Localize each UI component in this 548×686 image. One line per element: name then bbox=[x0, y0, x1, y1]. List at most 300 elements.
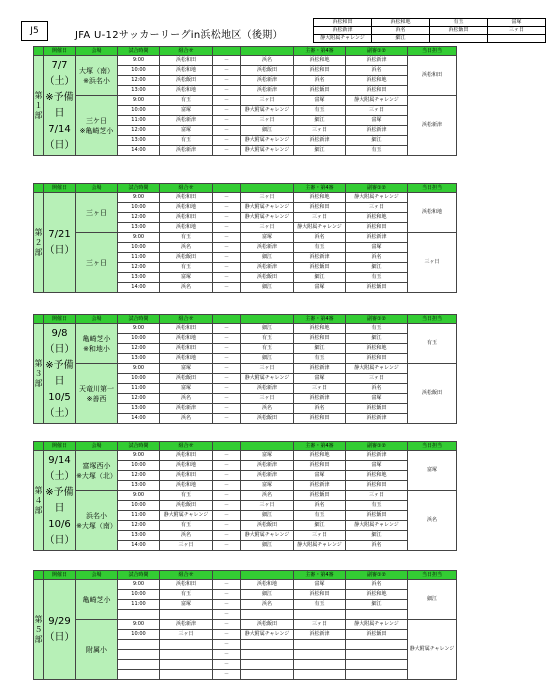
versus-mark: － bbox=[213, 263, 241, 273]
versus-mark: － bbox=[213, 620, 241, 630]
away-team: 静大附属チャレンジ bbox=[241, 136, 294, 146]
team-name-cell bbox=[488, 35, 546, 43]
away-team bbox=[241, 640, 294, 650]
versus-mark: － bbox=[213, 253, 241, 263]
match-time: 10:00 bbox=[118, 590, 160, 600]
match-time: 9:00 bbox=[118, 451, 160, 461]
header-row bbox=[34, 47, 457, 56]
match-time: 12:00 bbox=[118, 394, 160, 404]
home-team: 浜名 bbox=[160, 283, 213, 293]
versus-mark: － bbox=[213, 660, 241, 670]
match-time: 13:00 bbox=[118, 223, 160, 233]
assistant-referee-team: 浜名 bbox=[346, 384, 408, 394]
referee-team: 細江 bbox=[294, 273, 346, 283]
referee-team: 有玉 bbox=[294, 106, 346, 116]
away-team: 浜松新津 bbox=[241, 243, 294, 253]
match-time: 9:00 bbox=[118, 193, 160, 203]
match-time: 13:00 bbox=[118, 531, 160, 541]
assistant-referee-team: 浜名 bbox=[346, 580, 408, 590]
column-header: 主審・第4審 bbox=[294, 442, 346, 451]
referee-team: 浜名 bbox=[294, 233, 346, 243]
versus-mark: － bbox=[213, 481, 241, 491]
match-time: 9:00 bbox=[118, 620, 160, 630]
match-time: 14:00 bbox=[118, 283, 160, 293]
match-time: 10:00 bbox=[118, 374, 160, 384]
schedule-table bbox=[33, 46, 457, 156]
home-team: 浜名 bbox=[160, 243, 213, 253]
referee-team: 浜名 bbox=[294, 404, 346, 414]
assistant-referee-team: 浜松和田 bbox=[346, 354, 408, 364]
referee-team: 浜松和田 bbox=[294, 203, 346, 213]
home-team: 富塚 bbox=[160, 126, 213, 136]
event-date: 9/8 （日） ※予備日 10/5 （土） bbox=[44, 324, 76, 424]
column-header: 試合時間 bbox=[118, 315, 160, 324]
home-team: 浜松飯田 bbox=[160, 76, 213, 86]
venue-name: 亀崎芝小 bbox=[76, 580, 118, 620]
day-responsible-team: 浜名 bbox=[408, 491, 457, 551]
match-time: 12:00 bbox=[118, 471, 160, 481]
versus-mark: － bbox=[213, 461, 241, 471]
column-header bbox=[213, 184, 241, 193]
away-team: 三ヶ日 bbox=[241, 394, 294, 404]
column-header: 当日担当 bbox=[408, 47, 457, 56]
column-header: 開催日 bbox=[44, 184, 76, 193]
event-date: 7/7 （土） ※予備日 7/14 （日） bbox=[44, 56, 76, 156]
column-header: 会場 bbox=[76, 571, 118, 580]
assistant-referee-team: 浜名 bbox=[346, 253, 408, 263]
column-header: 会場 bbox=[76, 47, 118, 56]
team-name-cell bbox=[430, 35, 488, 43]
assistant-referee-team: 富塚 bbox=[346, 461, 408, 471]
column-header: 主審・第4審 bbox=[294, 184, 346, 193]
column-header bbox=[241, 184, 294, 193]
versus-mark: － bbox=[213, 590, 241, 600]
away-team: 浜松新津 bbox=[241, 263, 294, 273]
assistant-referee-team: 浜松新津 bbox=[346, 451, 408, 461]
venue-name: 浜名小 ※大塚（南） bbox=[76, 491, 118, 551]
home-team: 富塚 bbox=[160, 600, 213, 610]
match-row bbox=[34, 233, 457, 243]
column-header: 副審①② bbox=[346, 571, 408, 580]
match-time: 13:00 bbox=[118, 136, 160, 146]
assistant-referee-team: 三ヶ日 bbox=[346, 374, 408, 384]
assistant-referee-team: 三ヶ日 bbox=[346, 491, 408, 501]
section-label: 第 ４ 部 bbox=[34, 451, 44, 551]
referee-team: 細江 bbox=[294, 116, 346, 126]
away-team: 細江 bbox=[241, 541, 294, 551]
versus-mark: － bbox=[213, 394, 241, 404]
home-team bbox=[160, 640, 213, 650]
column-header: 当日担当 bbox=[408, 442, 457, 451]
referee-team: 三ヶ日 bbox=[294, 620, 346, 630]
away-team: 三ヶ日 bbox=[241, 364, 294, 374]
match-time: 13:00 bbox=[118, 354, 160, 364]
match-row bbox=[34, 491, 457, 501]
versus-mark: － bbox=[213, 223, 241, 233]
assistant-referee-team: 有玉 bbox=[346, 324, 408, 334]
referee-team: 浜名 bbox=[294, 501, 346, 511]
versus-mark: － bbox=[213, 501, 241, 511]
header-row bbox=[34, 184, 457, 193]
day-responsible-team: 細江 bbox=[408, 580, 457, 620]
day-responsible-team: 三ヶ日 bbox=[408, 233, 457, 293]
referee-team: 浜松和地 bbox=[294, 324, 346, 334]
venue-name: 三ケ日 ※亀崎芝小 bbox=[76, 96, 118, 156]
away-team bbox=[241, 660, 294, 670]
column-header: 試合時間 bbox=[118, 184, 160, 193]
versus-mark: － bbox=[213, 193, 241, 203]
page-title: JFA U-12サッカーリーグin浜松地区（後期） bbox=[75, 30, 283, 41]
away-team: 静大附属チャレンジ bbox=[241, 203, 294, 213]
column-header: 当日担当 bbox=[408, 184, 457, 193]
section-label-header bbox=[34, 184, 44, 193]
section-label-header bbox=[34, 442, 44, 451]
away-team: 浜名 bbox=[241, 404, 294, 414]
home-team bbox=[160, 670, 213, 680]
referee-team: 浜松新津 bbox=[294, 394, 346, 404]
section-label: 第 ３ 部 bbox=[34, 324, 44, 424]
away-team: 浜松飯田 bbox=[241, 521, 294, 531]
versus-mark: － bbox=[213, 404, 241, 414]
match-time: 13:00 bbox=[118, 481, 160, 491]
home-team: 浜名 bbox=[160, 531, 213, 541]
home-team: 三ヶ日 bbox=[160, 541, 213, 551]
column-header bbox=[213, 47, 241, 56]
referee-team: 浜松新津 bbox=[294, 364, 346, 374]
schedule-table bbox=[33, 570, 457, 680]
referee-team: 富塚 bbox=[294, 580, 346, 590]
column-header: 組合せ bbox=[160, 571, 213, 580]
assistant-referee-team: 細江 bbox=[346, 136, 408, 146]
referee-team: 浜松飯田 bbox=[294, 86, 346, 96]
versus-mark: － bbox=[213, 650, 241, 660]
match-row bbox=[34, 56, 457, 66]
section-label-header bbox=[34, 315, 44, 324]
away-team: 浜名 bbox=[241, 491, 294, 501]
assistant-referee-team: 浜松和地 bbox=[346, 213, 408, 223]
home-team: 浜名 bbox=[160, 414, 213, 424]
away-team: 浜松新津 bbox=[241, 86, 294, 96]
assistant-referee-team: 浜松和地 bbox=[346, 471, 408, 481]
assistant-referee-team bbox=[346, 660, 408, 670]
referee-team bbox=[294, 660, 346, 670]
day-responsible-team: 浜松新津 bbox=[408, 96, 457, 156]
match-time bbox=[118, 610, 160, 620]
team-name-cell: 静大附属チャレンジ bbox=[314, 35, 372, 43]
match-time: 9:00 bbox=[118, 56, 160, 66]
match-time: 10:00 bbox=[118, 334, 160, 344]
referee-team: 三ヶ日 bbox=[294, 531, 346, 541]
match-time bbox=[118, 670, 160, 680]
team-name-cell: 浜名 bbox=[372, 27, 430, 35]
match-time: 9:00 bbox=[118, 580, 160, 590]
match-time: 12:00 bbox=[118, 263, 160, 273]
home-team: 浜松和地 bbox=[160, 481, 213, 491]
assistant-referee-team: 浜松新津 bbox=[346, 233, 408, 243]
column-header: 会場 bbox=[76, 315, 118, 324]
referee-team: 富塚 bbox=[294, 283, 346, 293]
assistant-referee-team: 浜松飯田 bbox=[346, 511, 408, 521]
home-team: 浜松飯田 bbox=[160, 374, 213, 384]
match-time: 11:00 bbox=[118, 116, 160, 126]
assistant-referee-team: 有玉 bbox=[346, 146, 408, 156]
referee-team: 有玉 bbox=[294, 511, 346, 521]
home-team: 浜松和田 bbox=[160, 56, 213, 66]
event-date: 9/29 （日） bbox=[44, 580, 76, 680]
referee-team: 浜松新津 bbox=[294, 481, 346, 491]
match-time: 11:00 bbox=[118, 253, 160, 263]
document-id-box bbox=[21, 21, 48, 41]
away-team: 静大附属チャレンジ bbox=[241, 531, 294, 541]
home-team: 浜松和田 bbox=[160, 213, 213, 223]
versus-mark: － bbox=[213, 273, 241, 283]
column-header: 主審・第4審 bbox=[294, 47, 346, 56]
away-team: 静大附属チャレンジ bbox=[241, 630, 294, 640]
assistant-referee-team bbox=[346, 610, 408, 620]
away-team: 富塚 bbox=[241, 481, 294, 491]
home-team: 浜松和地 bbox=[160, 86, 213, 96]
home-team: 浜松和地 bbox=[160, 354, 213, 364]
versus-mark: － bbox=[213, 116, 241, 126]
referee-team: 浜松和田 bbox=[294, 590, 346, 600]
venue-name: 亀崎芝小 ※和地小 bbox=[76, 324, 118, 364]
referee-team: 浜松飯田 bbox=[294, 491, 346, 501]
away-team: 三ヶ日 bbox=[241, 193, 294, 203]
column-header: 会場 bbox=[76, 442, 118, 451]
away-team: 浜松新津 bbox=[241, 384, 294, 394]
away-team: 細江 bbox=[241, 354, 294, 364]
away-team: 細江 bbox=[241, 324, 294, 334]
referee-team: 静大附属チャレンジ bbox=[294, 223, 346, 233]
match-time bbox=[118, 640, 160, 650]
away-team: 細江 bbox=[241, 511, 294, 521]
match-time: 9:00 bbox=[118, 233, 160, 243]
event-date: 7/21 （日） bbox=[44, 193, 76, 293]
column-header: 開催日 bbox=[44, 315, 76, 324]
away-team: 有玉 bbox=[241, 334, 294, 344]
assistant-referee-team: 富塚 bbox=[346, 116, 408, 126]
away-team: 細江 bbox=[241, 590, 294, 600]
venue-name: 三ヶ日 bbox=[76, 233, 118, 293]
match-time: 10:00 bbox=[118, 66, 160, 76]
team-list-grid bbox=[313, 18, 546, 43]
assistant-referee-team: 静大附属チャレンジ bbox=[346, 96, 408, 106]
home-team: 有玉 bbox=[160, 263, 213, 273]
column-header bbox=[241, 571, 294, 580]
team-grid-row bbox=[314, 27, 546, 35]
match-time: 14:00 bbox=[118, 146, 160, 156]
referee-team: 浜松和田 bbox=[294, 414, 346, 424]
venue-name: 大塚（南） ※浜名小 bbox=[76, 56, 118, 96]
home-team: 有玉 bbox=[160, 136, 213, 146]
column-header: 会場 bbox=[76, 184, 118, 193]
venue-name: 三ヶ日 bbox=[76, 193, 118, 233]
away-team: 細江 bbox=[241, 253, 294, 263]
referee-team: 浜名 bbox=[294, 76, 346, 86]
section-label: 第 １ 部 bbox=[34, 56, 44, 156]
referee-team: 三ヶ日 bbox=[294, 384, 346, 394]
home-team: 浜松和田 bbox=[160, 324, 213, 334]
assistant-referee-team: 細江 bbox=[346, 531, 408, 541]
home-team: 浜松和地 bbox=[160, 66, 213, 76]
home-team: 富塚 bbox=[160, 106, 213, 116]
match-row bbox=[34, 620, 457, 630]
home-team: 有玉 bbox=[160, 233, 213, 243]
away-team bbox=[241, 610, 294, 620]
team-name-cell: 三ヶ日 bbox=[488, 27, 546, 35]
assistant-referee-team: 浜松和田 bbox=[346, 86, 408, 96]
venue-name: 附属小 bbox=[76, 620, 118, 680]
referee-team bbox=[294, 610, 346, 620]
versus-mark: － bbox=[213, 414, 241, 424]
day-responsible-team: 有玉 bbox=[408, 324, 457, 364]
section-label-header bbox=[34, 47, 44, 56]
versus-mark: － bbox=[213, 541, 241, 551]
assistant-referee-team: 浜名 bbox=[346, 541, 408, 551]
versus-mark: － bbox=[213, 354, 241, 364]
versus-mark: － bbox=[213, 600, 241, 610]
column-header: 開催日 bbox=[44, 47, 76, 56]
schedule-table bbox=[33, 441, 457, 551]
away-team: 浜松飯田 bbox=[241, 620, 294, 630]
assistant-referee-team bbox=[346, 670, 408, 680]
versus-mark: － bbox=[213, 203, 241, 213]
column-header: 当日担当 bbox=[408, 571, 457, 580]
versus-mark: － bbox=[213, 630, 241, 640]
section-label: 第 ２ 部 bbox=[34, 193, 44, 293]
column-header bbox=[241, 315, 294, 324]
team-name-cell: 細江 bbox=[372, 35, 430, 43]
referee-team: 浜松新津 bbox=[294, 136, 346, 146]
match-time: 9:00 bbox=[118, 96, 160, 106]
match-time: 9:00 bbox=[118, 324, 160, 334]
assistant-referee-team: 静大附属チャレンジ bbox=[346, 364, 408, 374]
versus-mark: － bbox=[213, 283, 241, 293]
team-name-cell: 浜松飯田 bbox=[430, 27, 488, 35]
match-time: 11:00 bbox=[118, 384, 160, 394]
day-responsible-team: 静大附属チャレンジ bbox=[408, 620, 457, 680]
home-team: 富塚 bbox=[160, 364, 213, 374]
match-time: 12:00 bbox=[118, 76, 160, 86]
versus-mark: － bbox=[213, 146, 241, 156]
assistant-referee-team: 浜松和地 bbox=[346, 590, 408, 600]
away-team: 浜松飯田 bbox=[241, 66, 294, 76]
referee-team: 細江 bbox=[294, 521, 346, 531]
assistant-referee-team: 浜名 bbox=[346, 66, 408, 76]
column-header: 組合せ bbox=[160, 315, 213, 324]
home-team: 三ヶ日 bbox=[160, 630, 213, 640]
versus-mark: － bbox=[213, 66, 241, 76]
referee-team: 有玉 bbox=[294, 600, 346, 610]
home-team: 有玉 bbox=[160, 491, 213, 501]
referee-team: 三ヶ日 bbox=[294, 213, 346, 223]
assistant-referee-team: 有玉 bbox=[346, 501, 408, 511]
home-team: 浜松新津 bbox=[160, 404, 213, 414]
match-row bbox=[34, 364, 457, 374]
referee-team: 浜松和地 bbox=[294, 451, 346, 461]
away-team: 静大附属チャレンジ bbox=[241, 106, 294, 116]
assistant-referee-team: 細江 bbox=[346, 600, 408, 610]
column-header: 当日担当 bbox=[408, 315, 457, 324]
column-header: 組合せ bbox=[160, 184, 213, 193]
header-row bbox=[34, 442, 457, 451]
home-team bbox=[160, 660, 213, 670]
assistant-referee-team: 浜松和地 bbox=[346, 344, 408, 354]
schedule-table bbox=[33, 314, 457, 424]
day-responsible-team: 浜松和地 bbox=[408, 193, 457, 233]
home-team: 富塚 bbox=[160, 273, 213, 283]
match-row bbox=[34, 580, 457, 590]
versus-mark: － bbox=[213, 56, 241, 66]
assistant-referee-team bbox=[346, 640, 408, 650]
assistant-referee-team: 富塚 bbox=[346, 394, 408, 404]
referee-team: 三ヶ日 bbox=[294, 126, 346, 136]
away-team: 三ヶ日 bbox=[241, 501, 294, 511]
day-responsible-team: 富塚 bbox=[408, 451, 457, 491]
versus-mark: － bbox=[213, 96, 241, 106]
home-team bbox=[160, 650, 213, 660]
referee-team: 浜松和田 bbox=[294, 334, 346, 344]
referee-team: 細江 bbox=[294, 344, 346, 354]
away-team: 富塚 bbox=[241, 451, 294, 461]
home-team: 有玉 bbox=[160, 590, 213, 600]
match-time: 10:00 bbox=[118, 203, 160, 213]
team-name-cell: 浜松新津 bbox=[314, 27, 372, 35]
event-date: 9/14 （土） ※予備日 10/6 （日） bbox=[44, 451, 76, 551]
assistant-referee-team: 静大附属チャレンジ bbox=[346, 521, 408, 531]
versus-mark: － bbox=[213, 491, 241, 501]
match-time: 10:00 bbox=[118, 461, 160, 471]
match-time: 10:00 bbox=[118, 501, 160, 511]
versus-mark: － bbox=[213, 384, 241, 394]
match-row bbox=[34, 193, 457, 203]
match-time: 11:00 bbox=[118, 511, 160, 521]
away-team: 静大附属チャレンジ bbox=[241, 146, 294, 156]
venue-name: 富塚西小 ※大塚（北） bbox=[76, 451, 118, 491]
header-row bbox=[34, 315, 457, 324]
assistant-referee-team: 浜松飯田 bbox=[346, 630, 408, 640]
section-label-header bbox=[34, 571, 44, 580]
home-team: 浜松和田 bbox=[160, 580, 213, 590]
home-team: 浜松和地 bbox=[160, 223, 213, 233]
away-team: 三ヶ日 bbox=[241, 116, 294, 126]
column-header: 主審・第4審 bbox=[294, 315, 346, 324]
away-team: 静大附属チャレンジ bbox=[241, 374, 294, 384]
home-team: 浜松和地 bbox=[160, 334, 213, 344]
assistant-referee-team: 浜松飯田 bbox=[346, 283, 408, 293]
assistant-referee-team: 浜松和田 bbox=[346, 223, 408, 233]
assistant-referee-team: 富塚 bbox=[346, 243, 408, 253]
home-team: 富塚 bbox=[160, 384, 213, 394]
match-time: 14:00 bbox=[118, 541, 160, 551]
assistant-referee-team: 細江 bbox=[346, 263, 408, 273]
versus-mark: － bbox=[213, 640, 241, 650]
column-header bbox=[213, 442, 241, 451]
away-team: 浜松和地 bbox=[241, 580, 294, 590]
column-header: 開催日 bbox=[44, 442, 76, 451]
away-team: 有玉 bbox=[241, 344, 294, 354]
home-team: 浜松飯田 bbox=[160, 501, 213, 511]
assistant-referee-team: 細江 bbox=[346, 334, 408, 344]
assistant-referee-team: 三ヶ日 bbox=[346, 203, 408, 213]
referee-team: 浜松和田 bbox=[294, 461, 346, 471]
match-row bbox=[34, 96, 457, 106]
match-time: 10:00 bbox=[118, 243, 160, 253]
team-grid-row bbox=[314, 35, 546, 43]
referee-team: 有玉 bbox=[294, 354, 346, 364]
away-team: 浜松新津 bbox=[241, 461, 294, 471]
column-header: 組合せ bbox=[160, 442, 213, 451]
